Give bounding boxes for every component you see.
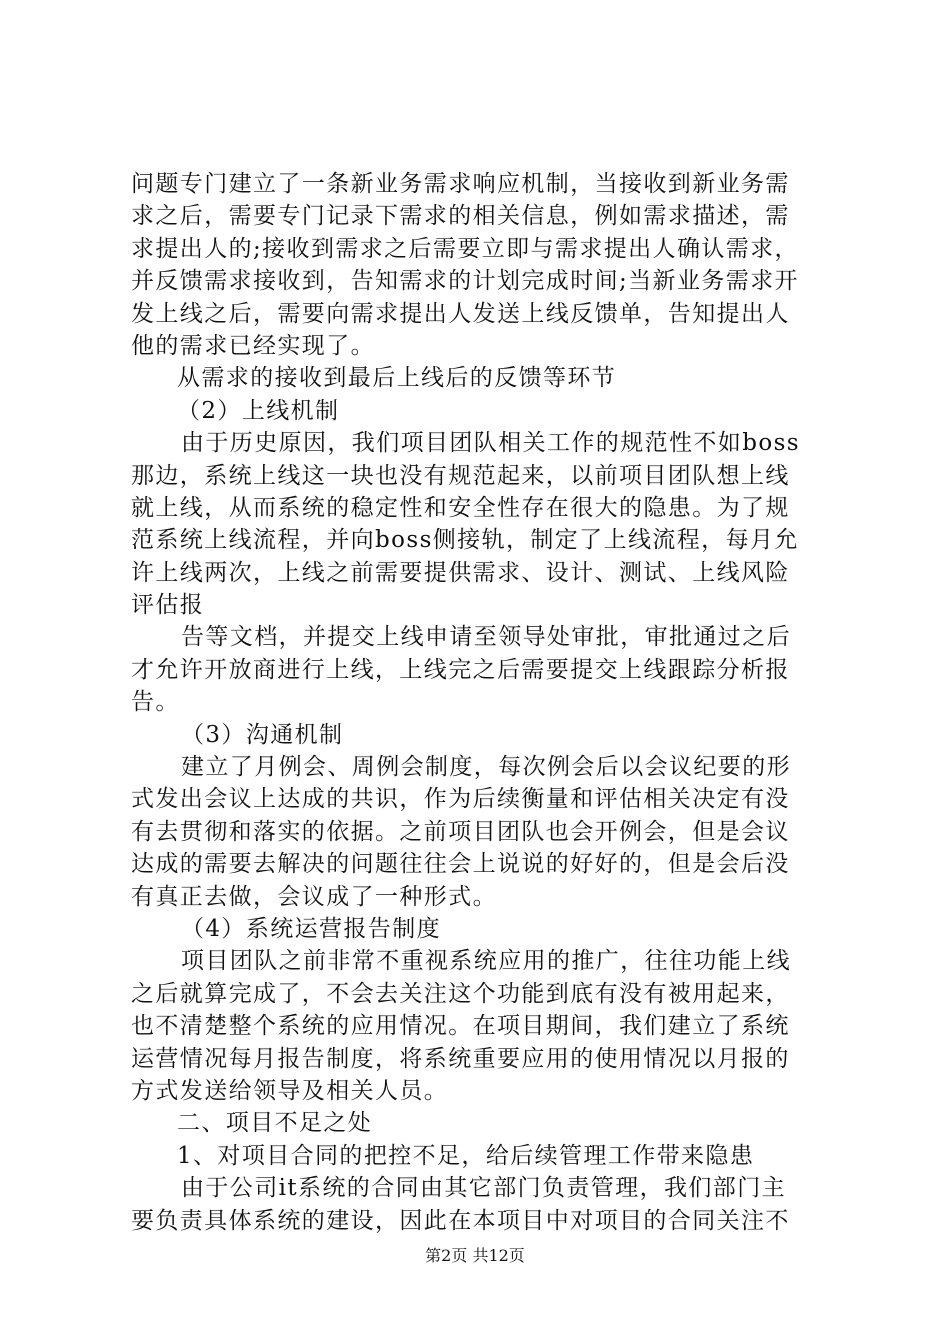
text-line: 式发出会议上达成的共识，作为后续衡量和评估相关决定有没: [131, 786, 790, 813]
text-line: 有真正去做，会议成了一种形式。: [131, 883, 497, 910]
text-line: 达成的需要去解决的问题往往会上说说的好好的，但是会后没: [131, 851, 790, 878]
document-body: [131, 168, 841, 1237]
text-line: （3）沟通机制: [181, 721, 344, 748]
text-line: 由于历史原因，我们项目团队相关工作的规范性不如boss: [181, 430, 800, 457]
text-line: 发上线之后，需要向需求提出人发送上线反馈单，告知提出人: [131, 300, 790, 327]
text-line: 才允许开放商进行上线，上线完之后需要提交上线跟踪分析报: [131, 656, 790, 683]
text-line: 项目团队之前非常不重视系统应用的推广，往往功能上线: [181, 948, 791, 975]
text-line: 范系统上线流程，并向boss侧接轨，制定了上线流程，每月允: [131, 527, 799, 554]
text-line: 运营情况每月报告制度，将系统重要应用的使用情况以月报的: [131, 1045, 790, 1072]
text-line: 1、对项目合同的把控不足，给后续管理工作带来隐患: [177, 1142, 755, 1169]
text-line: 并反馈需求接收到，告知需求的计划完成时间;当新业务需求开: [131, 268, 799, 295]
text-line: 由于公司it系统的合同由其它部门负责管理，我们部门主: [181, 1175, 786, 1202]
text-line: 从需求的接收到最后上线后的反馈等环节: [177, 365, 617, 392]
text-line: 求之后，需要专门记录下需求的相关信息，例如需求描述，需: [131, 203, 790, 230]
text-line: 也不清楚整个系统的应用情况。在项目期间，我们建立了系统: [131, 1013, 790, 1040]
text-line: 方式发送给领导及相关人员。: [131, 1077, 449, 1104]
text-line: 许上线两次，上线之前需要提供需求、设计、测试、上线风险: [131, 559, 790, 586]
text-line: 他的需求已经实现了。: [131, 332, 375, 359]
text-line: （4）系统运营报告制度: [181, 915, 442, 942]
text-line: 那边，系统上线这一块也没有规范起来，以前项目团队想上线: [131, 462, 790, 489]
text-line: 建立了月例会、周例会制度，每次例会后以会议纪要的形: [181, 754, 791, 781]
text-line: （2）上线机制: [177, 397, 340, 424]
text-line: 二、项目不足之处: [177, 1110, 373, 1137]
text-line: 评估报: [131, 592, 205, 619]
text-line: 求提出人的;接收到需求之后需要立即与需求提出人确认需求，: [131, 235, 799, 262]
text-line: 告等文档，并提交上线申请至领导处审批，审批通过之后: [181, 624, 791, 651]
text-line: 就上线，从而系统的稳定性和安全性存在很大的隐患。为了规: [131, 494, 790, 521]
page-footer: 第2页 共12页: [425, 1246, 525, 1265]
text-line: 问题专门建立了一条新业务需求响应机制，当接收到新业务需: [131, 171, 790, 197]
text-line: 之后就算完成了，不会去关注这个功能到底有没有被用起来，: [131, 980, 790, 1007]
text-line: 要负责具体系统的建设，因此在本项目中对项目的合同关注不: [131, 1207, 790, 1234]
text-line: 告。: [131, 689, 180, 716]
text-line: 有去贯彻和落实的依据。之前项目团队也会开例会，但是会议: [131, 818, 790, 845]
